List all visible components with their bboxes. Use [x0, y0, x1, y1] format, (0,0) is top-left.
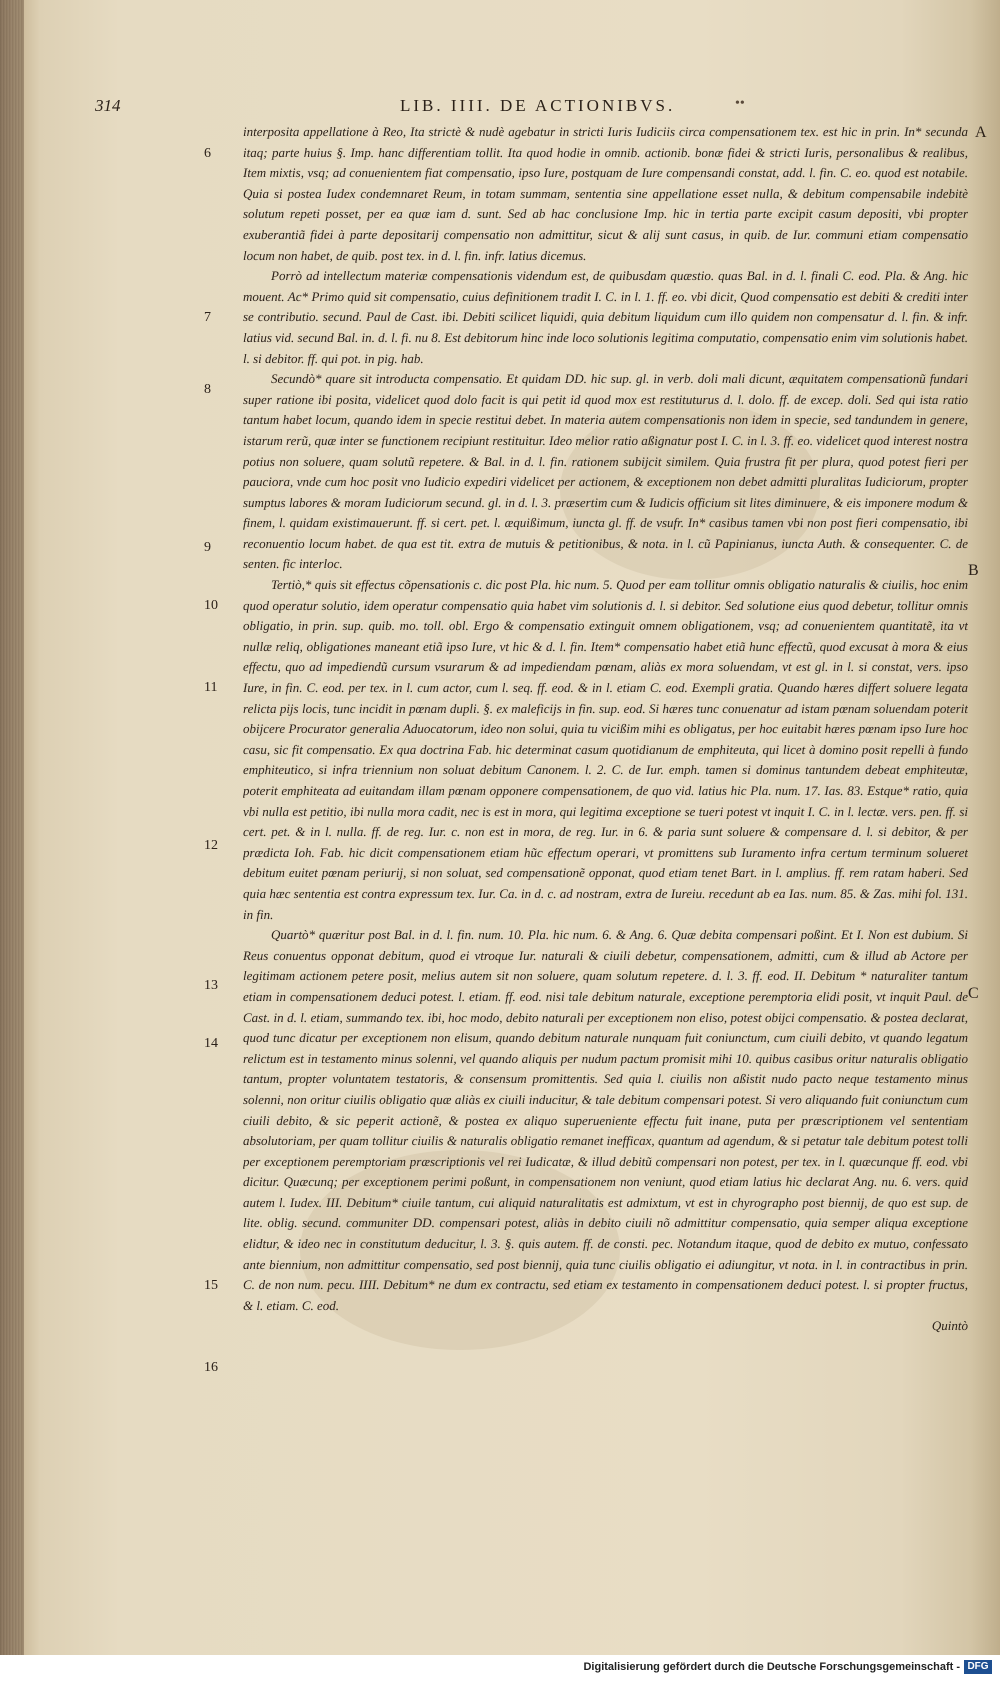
paragraph: Quartò* quæritur post Bal. in d. l. fin. num. 10. Pla. hic num. 6. & Ang. 6. Quæ debita compensari poßint. Et I. Non est dubium. Si Reus conuentus opponat debitum, quod ei vtroque Iur. naturali & ciuili debetur, compensationem, admitti, cum & illud ab Actore per legitimam actionem petere posit, melius autem sit non soluere, quam solutum repetere. d. l. 3. ff. eod. II. Debitum * naturaliter tantum etiam in compensationem deduci potest. l. etiam. ff. eod. nisi tale debitum naturale, exceptione peremptoria elidi posit, vt inquit Paul. de Cast. in d. l. etiam, summando tex. ibi, hoc modo, debito naturali per exceptionem non eliso, potest obijci compensatio. & postea declarat, quod tunc dicatur per exceptionem non elisum, quando debitum naturale nunquam fuit coniunctum, cum ciuili debito, vt quando legatum relictum est in testamento minus solenni, vel quando aliquis per nudum pactum promisit mihi 10. quibus casibus oritur naturalis obligatio tantum, propter voluntatem testatoris, & consensum promittentis. Sed quia l. ciuilis non aßistit nudo pacto neque testamento minus solenni, non oritur ciuilis obligatio quæ aliàs ex ciuili inducitur, & tale debitum compensari potest. Si vero aliquando fuit coniunctum cum ciuili debito, & sic peperit actionẽ, & postea ex aliquo superueniente effectu fuit inane, puta per præscriptionem vel sententiam absolutoriam, per quam tollitur ciuilis & naturalis obligatio remanet inefficax, quantum ad agendum, & si petatur tale debitum potest tolli per exceptionem peremptoriam præscriptionis vel rei Iudicatæ, & illud debitũ compensari non potest, per tex. in l. quæcunque ff. eod. vbi dicitur. Quæcunq; per exceptionem perimi poßunt, in compensationem non veniunt, quod etiam latius hic declarat Ang. nu. 6. vers. quid autem l. Iudex. III. Debitum* ciuile tantum, cui aliquid naturalitatis est admixtum, vt est in chyrographo post biennij, de quo est sup. de lite. oblig. secund. communiter DD. compensari potest, aliàs in debito ciuili nõ admittitur compensatio, quia semper aliqua exceptione elidtur, & ideo nec in constitutum deducitur, l. 3. §. quis autem. ff. de consti. pec. Notandum itaque, quod de debito ex mutuo, confessato ante biennium, non admittitur compensatio, sed post biennij, quia tunc ciuilis obligatio ei adiungitur, vt nota. in l. in contractibus in prin. C. de non num. pecu. IIII. Debitum* ne dum ex contractu, sed etiam ex testamento in compensationem deduci potest. l. si propter fructus, & l. etiam. C. eod.: [243, 927, 968, 1313]
margin-letter-c: C: [968, 985, 979, 1002]
margin-letter-a: A: [975, 124, 987, 141]
paragraph: Tertiò,* quis sit effectus cõpensationis c. dic post Pla. hic num. 5. Quod per eam tollitur omnis obligatio naturalis & ciuilis, hoc enim quod operatur solutio, idem operatur compensatio quia habet vim solutionis d. l. si debitor. Sed solutione eius quod debetur, tollitur omnis obligatio, in prin. sup. quib. mo. toll. obl. Ergo & compensatio extinguit omnem obligationem, vsq; ad conuenientem quantitatẽ, ita vt nullæ reliq, obligationes maneant etiã ipso Iure, vt hic & d. l. fin. Item* compensatio habet etiã hunc effectũ, quod excusat à mora & eius effectu, quo ad impediendũ cursum vsurarum & ad impediendam pœnam, aliàs ex mora soluendam, vt est gl. in l. si constat, vers. ipso Iure, in fin. C. eod. per tex. in l. cum actor, cum l. seq. ff. eod. & in l. etiam C. eod. Exempli gratia. Quando hæres differt soluere legata relicta pijs locis, tunc incidit in pœnam dupli. §. ex maleficijs in fin. sup. eod. Si hæres tunc conuenatur ad istam pœnam soluendam poterit obijcere Procurator generalia Aduocatorum, ideo non solui, quia tu vicißim mihi es obligatus, per hoc euitabit hæres pœnam ipso Iure hoc casu, sic fit compensatio. Ex qua doctrina Fab. hic determinat casum quotidianum de emphiteuta, qui licet à domino posit repelli à fundo emphiteutico, si infra triennium non soluat debitum Canonem. l. 2. C. de Iur. emph. tamen si dominus tantundem debeat emphiteutæ, poterit emphiteata ad euitandam illam pœnam opponere compensationem, de quo vid. latius hic Pla. num. 17. Ias. 83. Estque* ratio, quia vbi nulla est petitio, ibi nulla mora cadit, nec is est in mora, qui legitima exceptione se tueri potest vt inquit I. C. in l. lectæ. vers. pen. ff. si cert. pet. & in l. nulla. ff. de reg. Iur. c. non est in mora, de reg. Iur. in 6. & paria sunt soluere & compensare d. l. si debitor, & per prædicta Ioh. Fab. hic dicit compensationem etiam hũc effectum operari, vt promittens sub Iuramento infra certum terminum solueret debitum euitet pœnam periurij, si non soluat, sed compensationẽ opponat, quod etiam tenet Bart. in l. amplius. ff. rem ratam haberi. Sed quia hæc sententia est contra expressum tex. Iur. Ca. in d. c. ad nostram, extra de Iureiu. recedunt ab ea Ias. num. 85. & Zas. mihi fol. 131. in fin.: [243, 577, 968, 922]
footer-credit: Digitalisierung gefördert durch die Deutsche Forschungsgemeinschaft -: [583, 1661, 960, 1673]
paragraph: interposita appellatione à Reo, Ita strictè & nudè agebatur in stricti Iuris Iudiciis circa compensationem tex. est hic in prin. In* secunda itaq; parte huius §. Imp. hanc differentiam tollit. Ita quod hodie in omnib. actionib. bonæ fidei & stricti Iuris, personalibus & realibus, Item mixtis, vsq; ad conuenientem fiat compensatio, ipso Iure, postquam de Iure compensandi constat, add. l. fin. C. eo. quod est notabile. Quia si postea Iudex condemnaret Reum, in totam summam, sententia sine appellatione esset nulla, & debitum compensabile indebitè solutum repeti posset, per ea quæ iam d. sunt. Sed ab hac conclusione Imp. hic in tertia parte excipit casum depositi, vbi propter exuberantiã fidei à parte depositarij compensatio non admittitur, sicut & alij sunt casus, in quib. de Iur. communi etiam compensatio locum non habet, de quib. post tex. in d. l. fin. infr. latius dicemus.: [243, 124, 968, 263]
paragraph-number: 11: [204, 680, 218, 695]
book-gutter: [0, 0, 24, 1681]
paragraph: Porrò ad intellectum materiæ compensationis videndum est, de quibusdam quæstio. quas Bal. in d. l. finali C. eod. Pla. & Ang. hic mouent. Ac* Primo quid sit compensatio, cuius definitionem tradit I. C. in l. 1. ff. eo. vbi dicit, Quod compensatio est debiti & crediti inter se contributio. secund. Paul de Cast. ibi. Debiti scilicet liquidi, quia debitum liquidum cum illo quidem non compensatur d. l. fin. & infr. latius vid. secund Bal. in. d. l. fi. nu 8. Est debitorum hinc inde loco solutionis legitima computatio, compensatio enim vim solutionis habet. l. si debitor. ff. qui pot. in pig. hab.: [243, 268, 968, 366]
running-head: LIB. IIII. DE ACTIONIBVS.: [400, 96, 676, 115]
body-text: [243, 122, 968, 1647]
paragraph-number: 14: [204, 1036, 218, 1051]
paragraph-number: 12: [204, 838, 218, 853]
paragraph-number: 8: [204, 382, 211, 397]
margin-letter-b: B: [968, 562, 979, 579]
paragraph-number: 7: [204, 310, 211, 325]
paragraph-number: 9: [204, 540, 211, 555]
ornament-icon: ••: [735, 96, 745, 111]
page-number: 314: [95, 96, 121, 115]
paragraph-number: 15: [204, 1278, 218, 1293]
paragraph: Secundò* quare sit introducta compensatio. Et quidam DD. hic sup. gl. in verb. doli mali dicunt, æquitatem compensationũ fundari super ratione ibi posita, videlicet quod dolo facit is qui petit id quod mox est restituturus d. l. dolo. ff. de excep. doli. Sed qui ista ratio tantum habet locum, quando idem in specie restitui debet. In materia autem compensationis non idem in specie, sed tandundem in genere, istarum rerũ, quæ inter se functionem recipiunt restituitur. Ideo melior ratio aßignatur post I. C. in l. 3. ff. eo. videlicet quod interest nostra potius non soluere, quam solutũ repetere. & Bal. in d. l. fin. rationem subijcit similem. Quia frustra fit per plura, quod potest fieri per pauciora, vnde cum hoc posit vno Iudicio expediri videlicet per actionem, & exceptionem non debet admitti pluralitas Iudiciorum, propter sumptus labores & moram Iudiciorum secund. gl. in d. l. 3. præsertim cum & Iudicis officium sit lites diminuere, & eis imponere modum & finem, l. quidam existimauerunt. ff. si cert. pet. l. æquißimum, iuncta gl. ff. de vsufr. In* casibus tamen vbi non post fieri compensatio, ibi reconuentio locum habet. de qua est tit. extra de mutuis & petitionibus, & nota. in l. cũ Papinianus, iuncta Auth. & consequenter. C. de senten. fic interloc.: [243, 371, 968, 572]
page-header: [95, 96, 815, 120]
paragraph-number: 16: [204, 1360, 218, 1375]
paragraph-number: 13: [204, 978, 218, 993]
paragraph-number: 6: [204, 146, 211, 161]
dfg-logo-icon: DFG: [964, 1660, 992, 1674]
catchword: Quintò: [931, 1318, 968, 1334]
paragraph-number: 10: [204, 598, 218, 613]
